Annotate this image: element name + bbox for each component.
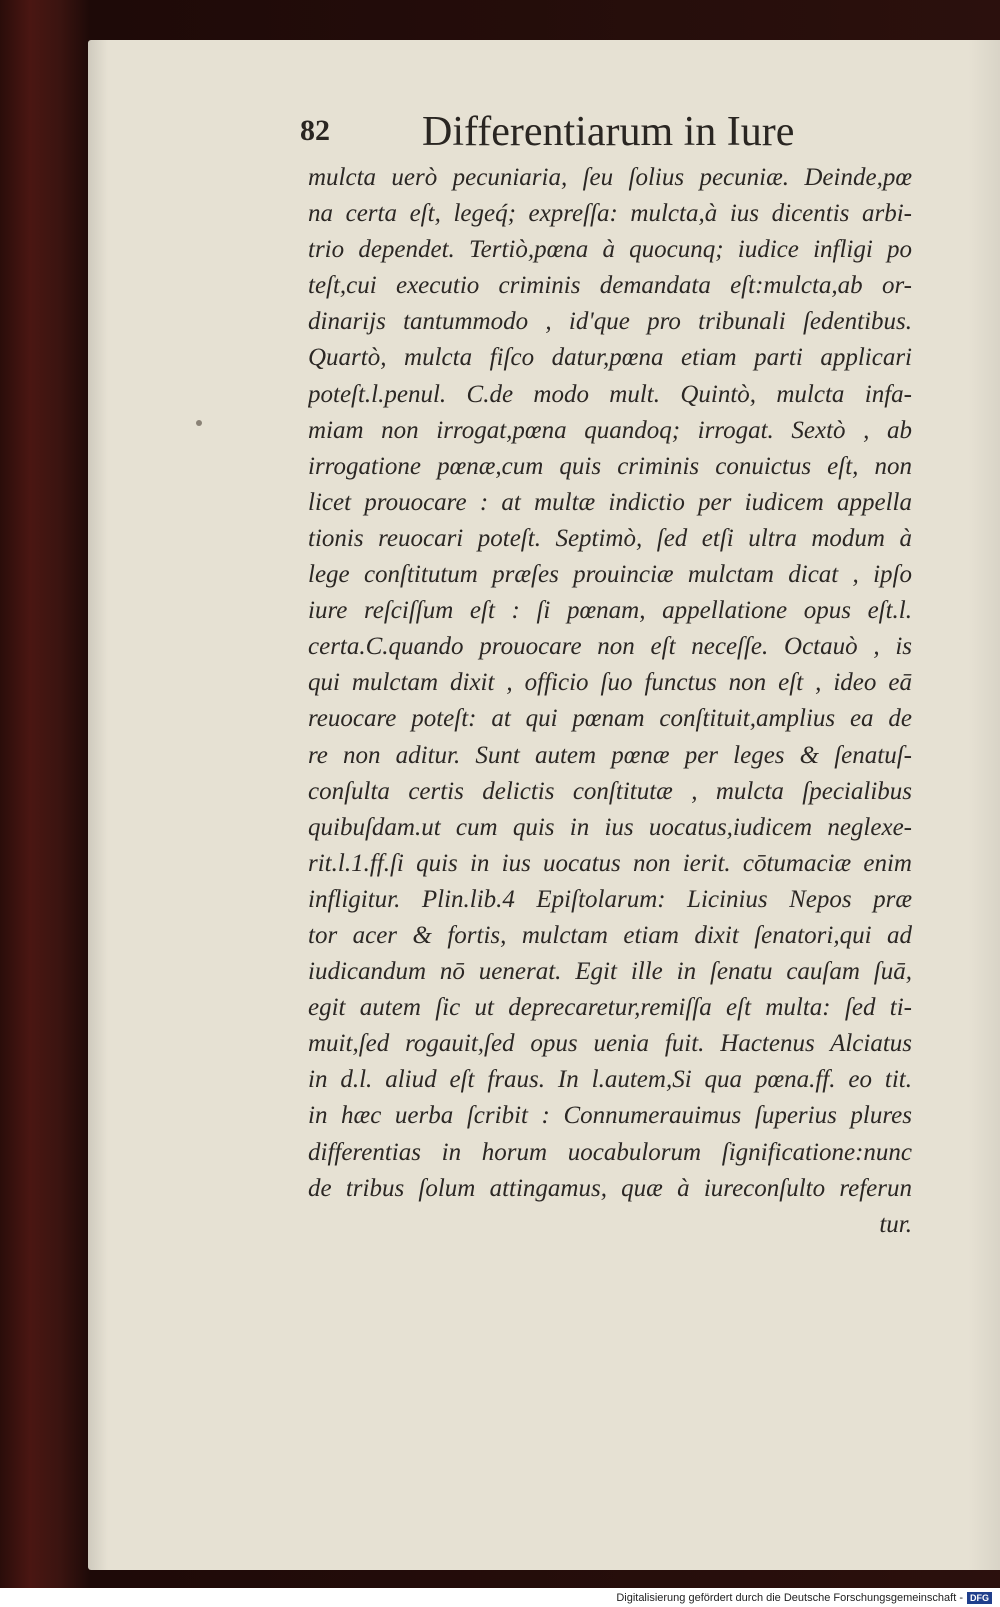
text-line: licet prouocare : at multæ indictio per iudicem appella xyxy=(308,488,912,516)
digitization-credit xyxy=(616,1590,992,1606)
running-title: Differentiarum in Iure xyxy=(422,109,795,155)
text-line: differentias in horum uocabulorum ſignificatione:nunc xyxy=(308,1138,912,1166)
text-line: certa.C.quando prouocare non eſt neceſſe. Octauò , is xyxy=(308,633,912,661)
margin-mark xyxy=(196,420,202,426)
body-text xyxy=(308,160,912,1243)
dfg-logo: DFG xyxy=(967,1592,992,1604)
text-line: conſulta certis delictis conſtitutæ , mulcta ſpecialibus xyxy=(308,777,912,805)
text-line: trio dependet. Tertiò,pœna à quocunq; iudice infligi po xyxy=(308,236,912,264)
text-line: na certa eſt, legeq́; expreſſa: mulcta,à ius dicentis arbi- xyxy=(308,200,912,228)
text-line: qui mulctam dixit , officio ſuo functus non eſt , ideo eā xyxy=(308,669,912,697)
text-line: mulcta uerò pecuniaria, ſeu ſolius pecuniæ. Deinde,pœ xyxy=(308,164,912,191)
text-line: miam non irrogat,pœna quandoq; irrogat. Sextò , ab xyxy=(308,416,912,444)
page-number: 82 xyxy=(300,114,330,147)
text-line: re non aditur. Sunt autem pœnæ per leges & ſenatuſ- xyxy=(308,741,912,769)
text-line: reuocare poteſt: at qui pœnam conſtituit,amplius ea de xyxy=(308,705,912,733)
credit-text: Digitalisierung gefördert durch die Deutsche Forschungsgemeinschaft - xyxy=(616,1592,963,1604)
text-line: lege conſtitutum præſes prouinciæ mulctam dicat , ipſo xyxy=(308,561,912,589)
text-line: tionis reuocari poteſt. Septimò, ſed etſi ultra modum à xyxy=(308,524,912,552)
text-line: rit.l.1.ff.ſi quis in ius uocatus non ierit. cōtumaciæ enim xyxy=(308,849,912,877)
text-line: de tribus ſolum attingamus, quæ à iureconſulto referun xyxy=(308,1174,912,1202)
text-line: egit autem ſic ut deprecaretur,remiſſa eſt multa: ſed ti- xyxy=(308,994,912,1022)
text-line: iudicandum nō uenerat. Egit ille in ſenatu cauſam ſuā, xyxy=(308,958,912,986)
text-line: iure reſciſſum eſt : ſi pœnam, appellatione opus eſt.l. xyxy=(308,597,912,625)
text-line: tur. xyxy=(879,1210,912,1238)
text-line: teſt,cui executio criminis demandata eſt:mulcta,ab or- xyxy=(308,272,912,300)
text-line: poteſt.l.penul. C.de modo mult. Quintò, mulcta infa- xyxy=(308,380,912,408)
text-line: in d.l. aliud eſt fraus. In l.autem,Si qua pœna.ff. eo tit. xyxy=(308,1066,912,1094)
text-line: tor acer & fortis, mulctam etiam dixit ſenatori,qui ad xyxy=(308,921,912,949)
text-line: Quartò, mulcta fiſco datur,pœna etiam parti applicari xyxy=(308,344,912,372)
text-line: dinarijs tantummodo , id'que pro tribunali ſedentibus. xyxy=(308,308,912,336)
text-line: irrogatione pœnæ,cum quis criminis conuictus eſt, non xyxy=(308,452,912,480)
text-line: quibuſdam.ut cum quis in ius uocatus,iudicem neglexe- xyxy=(308,813,912,841)
text-line: in hæc uerba ſcribit : Connumerauimus ſuperius plures xyxy=(308,1102,912,1130)
text-line: muit,ſed rogauit,ſed opus uenia fuit. Hactenus Alciatus xyxy=(308,1030,912,1058)
text-line: infligitur. Plin.lib.4 Epiſtolarum: Licinius Nepos præ xyxy=(308,885,912,913)
page-header xyxy=(300,108,840,164)
